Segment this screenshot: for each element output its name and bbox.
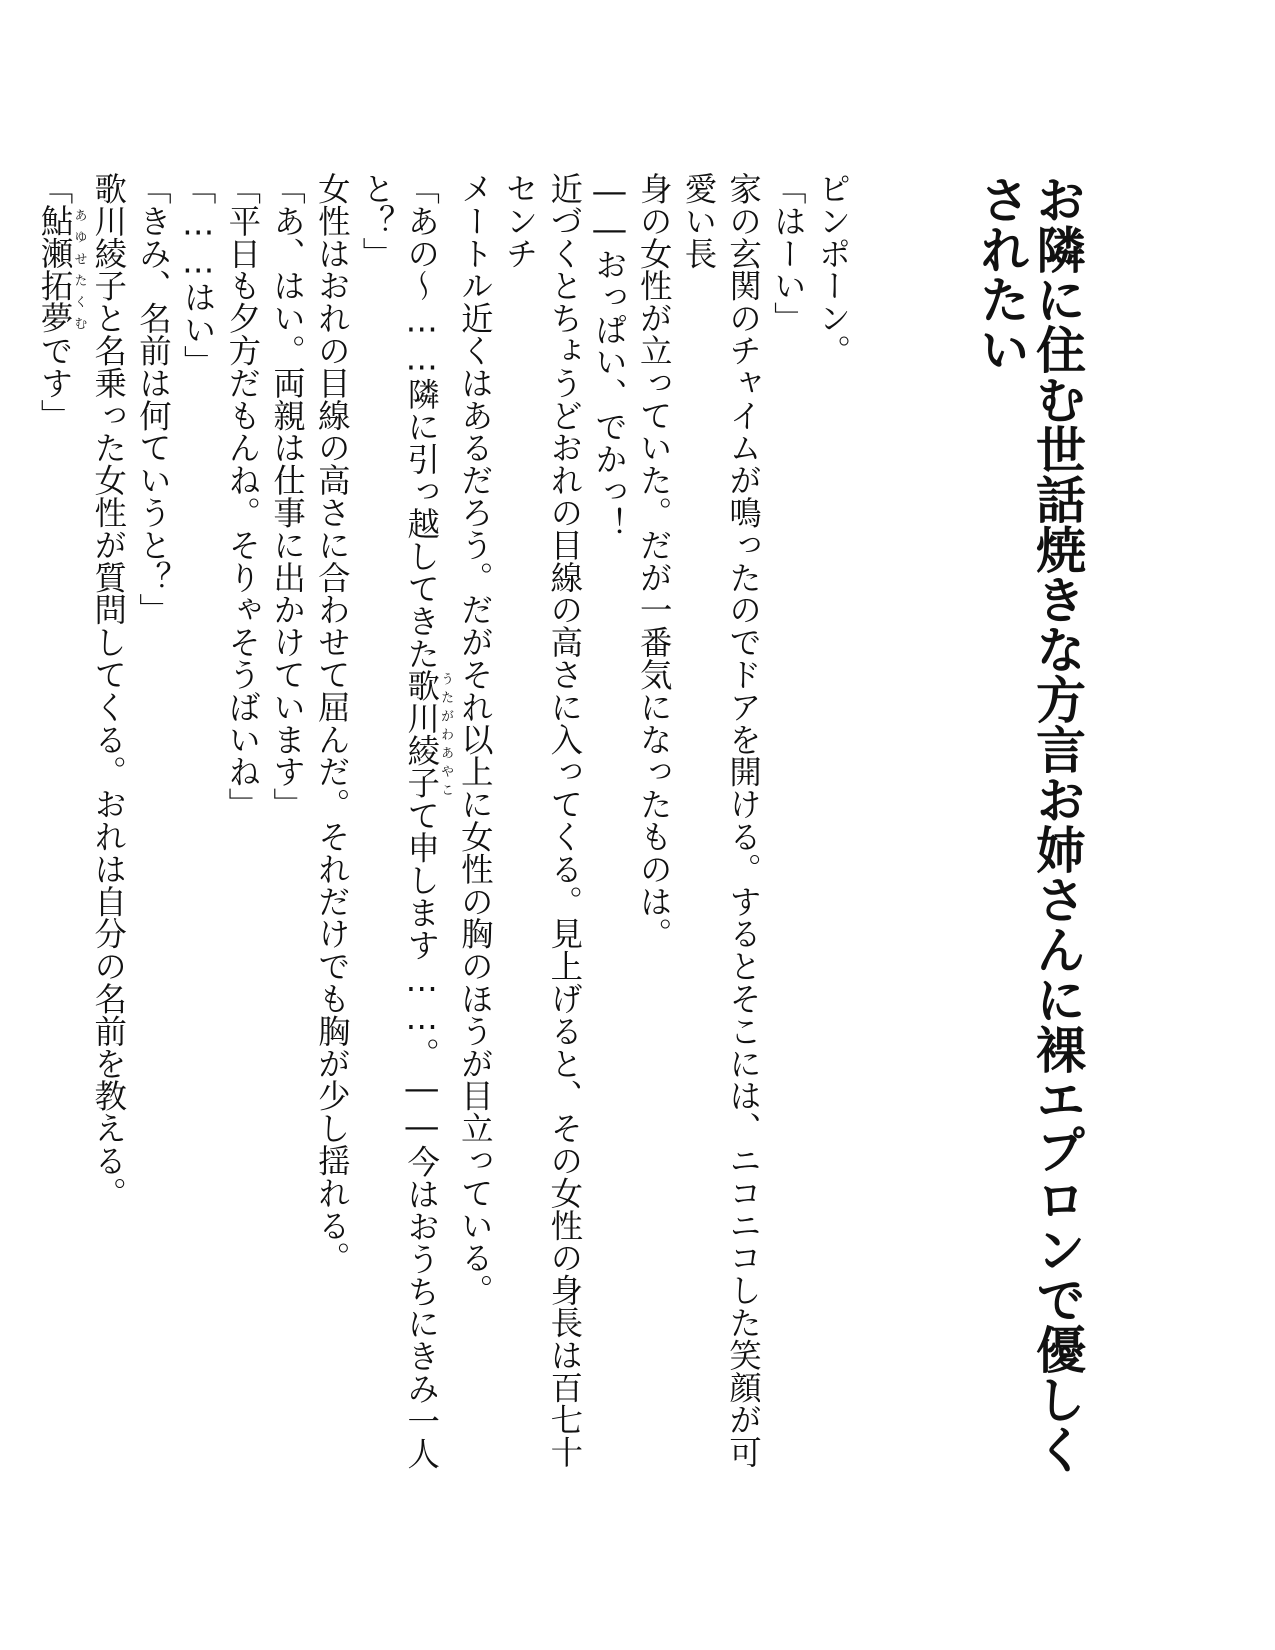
furigana-name xyxy=(36,204,87,335)
body-line: 家の玄関のチャイムが鳴ったのでドアを開ける。するとそこには、ニコニコした笑顔が可愛い長 xyxy=(679,172,763,1468)
ruby-base: 鮎瀬拓夢 xyxy=(36,204,75,335)
body-line: 近づくとちょうどおれの目線の高さに入ってくる。見上げると、その女性の身長は百七十センチ xyxy=(501,172,584,1468)
body-line: 「はーい」 xyxy=(769,172,808,334)
ruby-reading: うたがわあやこ xyxy=(438,669,454,799)
body-line: 「あ、はい。両親は仕事に出かけています」 xyxy=(268,172,307,820)
body-line: 「……はい」 xyxy=(179,172,218,378)
line-text: て申します……。――今はおうちにきみ一人と？」 xyxy=(357,172,441,1470)
ruby-base: 歌川綾子 xyxy=(402,669,441,799)
story-title: お隣に住む世話焼きな方言お姉さんに裸エプロンで優しくされたい xyxy=(972,174,1086,1474)
body-line: メートル近くはあるだろう。だがそれ以上に女性の胸のほうが目立っている。 xyxy=(456,172,495,1306)
body-line xyxy=(32,172,86,1492)
line-text: です」 xyxy=(36,334,75,432)
body-line: 歌川綾子と名乗った女性が質問してくる。おれは自分の名前を教える。 xyxy=(89,172,128,1209)
body-line: 女性はおれの目線の高さに合わせて屈んだ。それだけでも胸が少し揺れる。 xyxy=(313,172,352,1274)
body-line: 「きみ、名前は何ていうと？」 xyxy=(134,172,173,626)
body-line: 「平日も夕方だもんね。そりゃそうばいね」 xyxy=(223,172,262,820)
body-line: ピンポーン。 xyxy=(814,172,852,367)
furigana-name xyxy=(402,669,454,799)
body-line: ――おっぱい、でかっ！ xyxy=(590,172,629,540)
body-line: 身の女性が立っていた。だが一番気になったものは。 xyxy=(635,172,674,950)
body-line xyxy=(354,172,452,1492)
line-text: 「 xyxy=(36,172,75,205)
line-text: 「あの～……隣に引っ越してきた xyxy=(402,172,441,670)
story-body xyxy=(32,172,855,1492)
ruby-reading: あゆせたくむ xyxy=(71,204,87,335)
